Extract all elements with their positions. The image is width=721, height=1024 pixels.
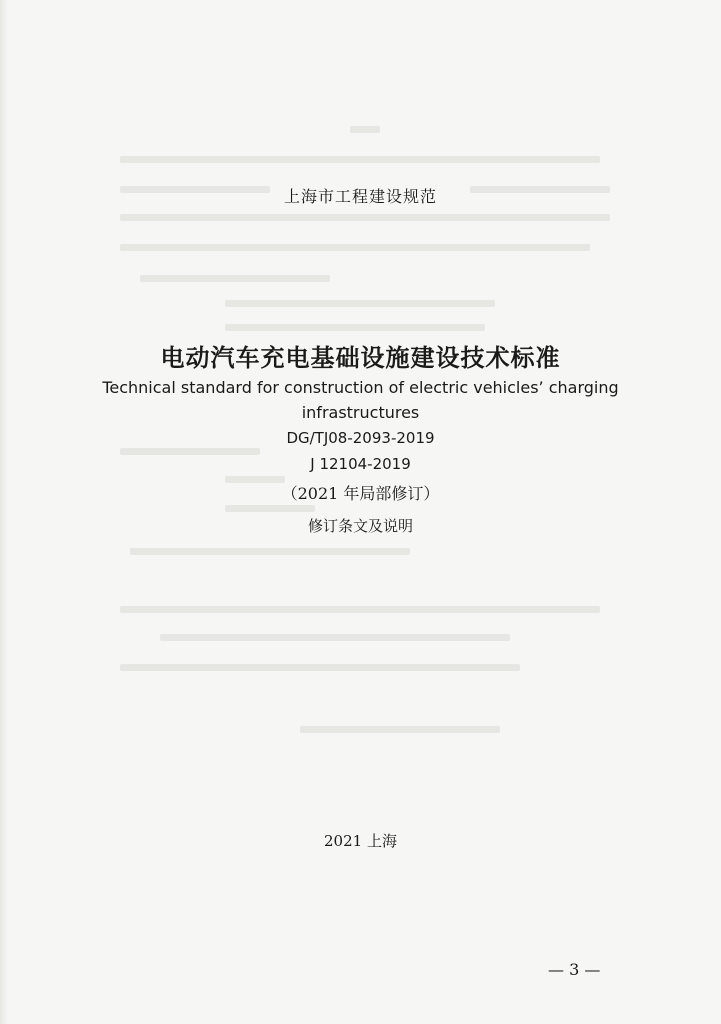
document-subtitle: 修订条文及说明: [307, 517, 413, 535]
page-number: — 3 —: [548, 960, 601, 979]
standard-number: DG/TJ08-2093-2019: [286, 429, 435, 447]
footer-place-year: 2021 上海: [324, 832, 397, 850]
document-title-english-line1: Technical standard for construction of electric vehicles’ charging: [102, 378, 619, 397]
record-number: J 12104-2019: [310, 455, 411, 473]
document-title-english-line2: infrastructures: [301, 403, 420, 422]
document-title-chinese: 电动汽车充电基础设施建设技术标准: [160, 344, 561, 372]
issuer-label: 上海市工程建设规范: [283, 187, 437, 206]
revision-note: （2021 年局部修订）: [281, 484, 440, 503]
